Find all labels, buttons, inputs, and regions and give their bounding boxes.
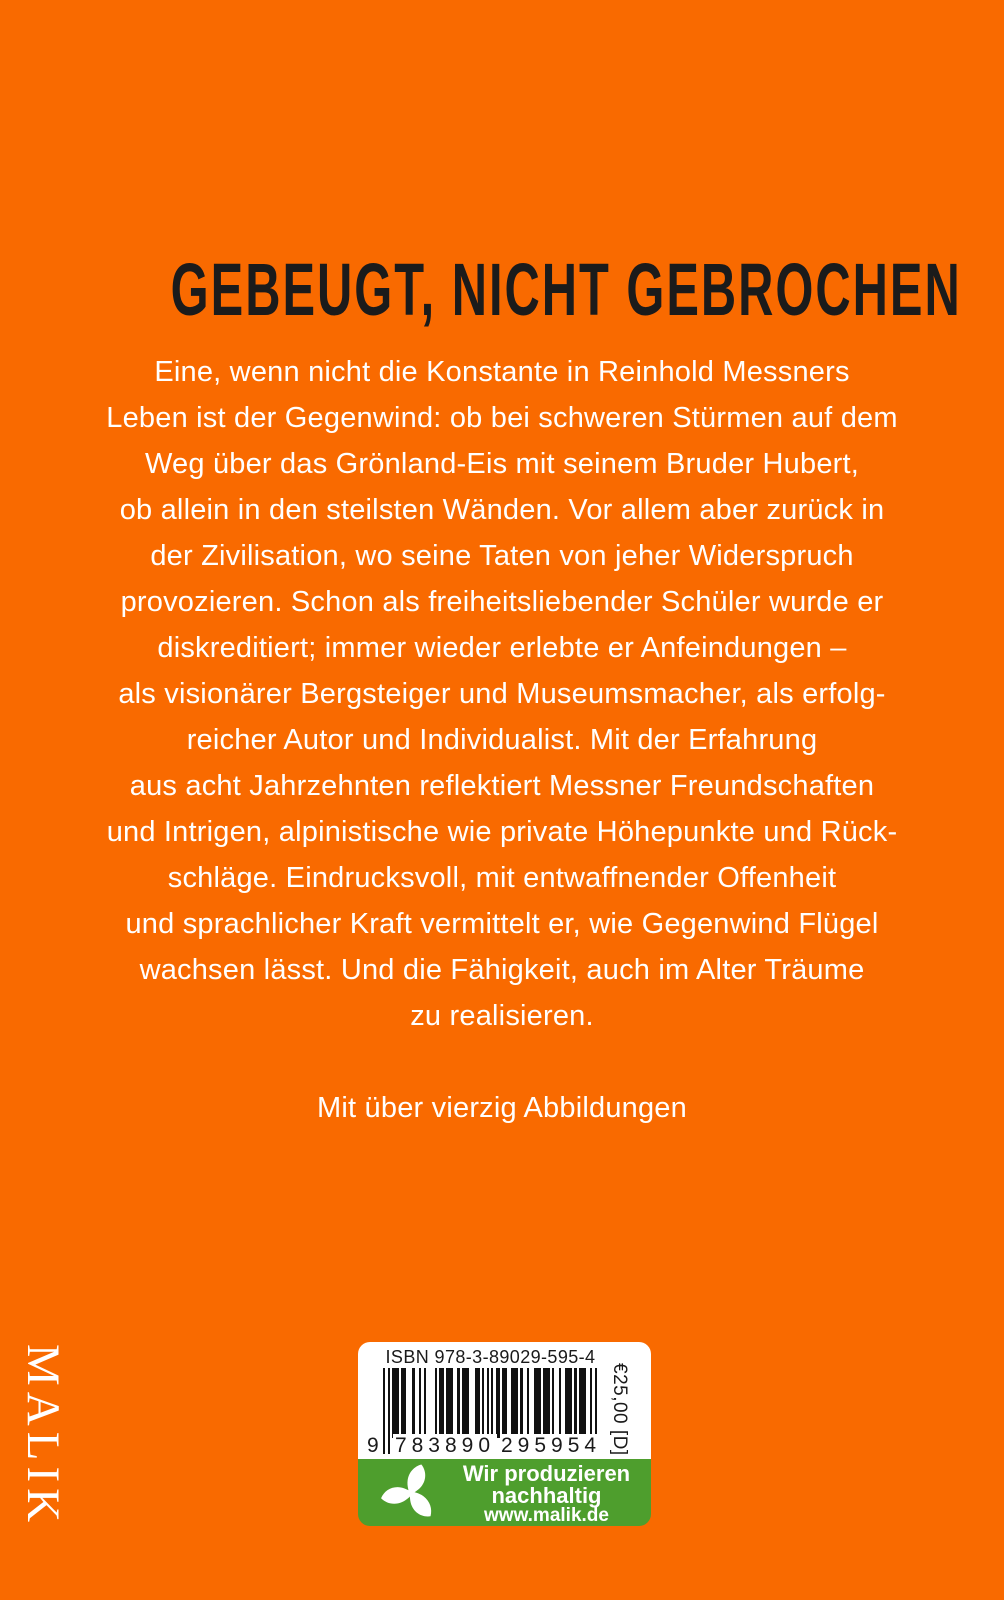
blurb-line: ob allein in den steilsten Wänden. Vor allem aber zurück in [119,494,885,526]
barcode-digits [367,1432,602,1460]
barcode-panel [358,1342,651,1459]
blurb-line: provozieren. Schon als freiheitsliebender Schüler wurde er [120,586,884,618]
publisher-logo [17,1344,72,1529]
isbn-label [358,1342,651,1526]
isbn-text: ISBN 978-3-89029-595-4 [385,1347,596,1367]
barcode-digit-lead: 9 [367,1434,379,1457]
blurb-line: Eine, wenn nicht die Konstante in Reinhold Messners [154,356,850,388]
page-title: GEBEUGT, NICHT GEBROCHEN [170,248,962,331]
badge-url: www.malik.de [484,1505,609,1526]
blurb-line: und Intrigen, alpinistische wie private Höhepunkte und Rück- [106,816,898,848]
blurb-line: Leben ist der Gegenwind: ob bei schweren Stürmen auf dem [106,402,898,434]
barcode-digit-group-left: 783890 [394,1434,496,1457]
badge-line-1: Wir produzieren [462,1461,631,1486]
sustainability-badge [358,1459,651,1526]
blurb-line: der Zivilisation, wo seine Taten von jeher Widerspruch [150,540,854,572]
blurb-text [0,349,1004,1039]
blurb-line: zu realisieren. [410,1000,594,1032]
recycle-leaves-icon [380,1462,442,1524]
blurb-line: wachsen lässt. Und die Fähigkeit, auch im Alter Träume [139,954,865,986]
price-tag: €25,00 [D] [609,1363,630,1456]
blurb-line: und sprachlicher Kraft vermittelt er, wie Gegenwind Flügel [125,908,879,940]
badge-line-2: nachhaltig [491,1483,602,1508]
blurb-line: aus acht Jahrzehnten reflektiert Messner Freundschaften [129,770,875,802]
blurb-line: als visionärer Bergsteiger und Museumsmacher, als erfolg- [118,678,886,710]
blurb-line: reicher Autor und Individualist. Mit der Erfahrung [186,724,818,756]
illustrations-note: Mit über vierzig Abbildungen [317,1092,687,1124]
barcode-digit-group-right: 295954 [501,1434,602,1457]
blurb-line: diskreditiert; immer wieder erlebte er Anfeindungen – [157,632,847,664]
ean-barcode [367,1368,602,1460]
publisher-logo-text: MALIK [17,1344,69,1529]
blurb-line: Weg über das Grönland-Eis mit seinem Bruder Hubert, [144,448,860,480]
blurb-line: schläge. Eindrucksvoll, mit entwaffnender Offenheit [167,862,837,894]
badge-text [450,1462,643,1526]
